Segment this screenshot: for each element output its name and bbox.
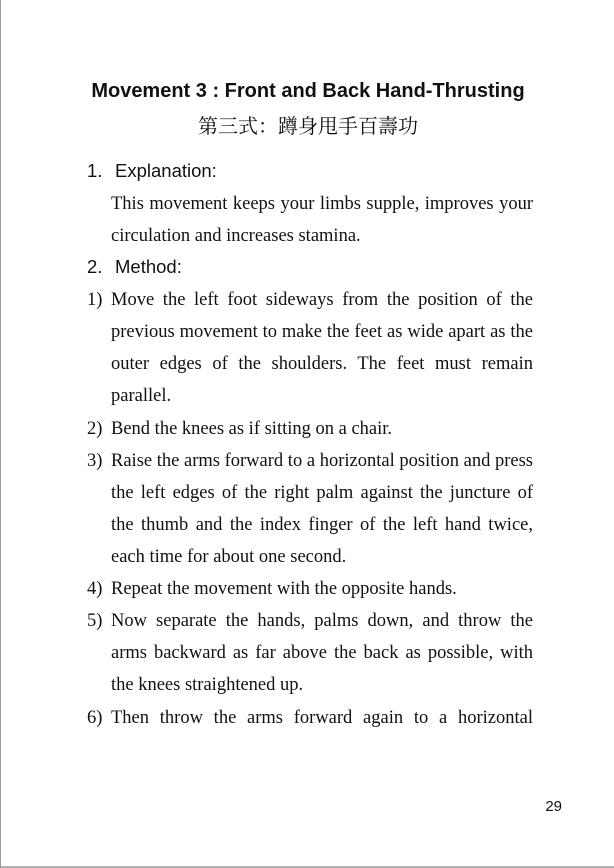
step-number: 1)	[87, 290, 103, 310]
step-text: Raise the arms forward to a horizontal position and press the left edges of the right palm against the juncture of the thumb and the index finger of the left hand twice, each time for about one second.	[111, 451, 533, 567]
step-text: Now separate the hands, palms down, and throw the arms backward as far above the back as possible, with the knees straightened up.	[111, 611, 533, 695]
step-text: Move the left foot sideways from the position of the previous movement to make the feet as wide apart as the outer edges of the shoulders. The feet must remain parallel.	[111, 290, 533, 406]
explanation-text: This movement keeps your limbs supple, improves your circulation and increases stamina.	[111, 194, 533, 246]
method-step	[87, 573, 533, 605]
title-english: Movement 3 : Front and Back Hand-Thrusting	[91, 80, 525, 102]
section-title: Method:	[115, 256, 182, 277]
page-number: 29	[545, 798, 562, 815]
method-step	[87, 413, 533, 445]
method-step	[87, 702, 533, 734]
title-chinese: 第三式：蹲身甩手百壽功	[198, 114, 418, 138]
method-step	[87, 445, 533, 573]
section-title: Explanation:	[115, 160, 217, 181]
step-text: Repeat the movement with the opposite hands.	[111, 579, 457, 599]
step-text: Bend the knees as if sitting on a chair.	[111, 419, 393, 439]
step-number: 5)	[87, 611, 103, 631]
method-step	[87, 605, 533, 701]
step-number: 6)	[87, 708, 103, 728]
step-number: 3)	[87, 451, 103, 471]
section-explanation-heading	[87, 160, 217, 182]
section-method-heading	[87, 256, 182, 278]
section-number: 1.	[87, 160, 103, 181]
step-number: 2)	[87, 419, 103, 439]
section-number: 2.	[87, 256, 103, 277]
step-number: 4)	[87, 579, 103, 599]
step-text: Then throw the arms forward again to a horizontal	[111, 708, 533, 728]
method-step	[87, 284, 533, 412]
